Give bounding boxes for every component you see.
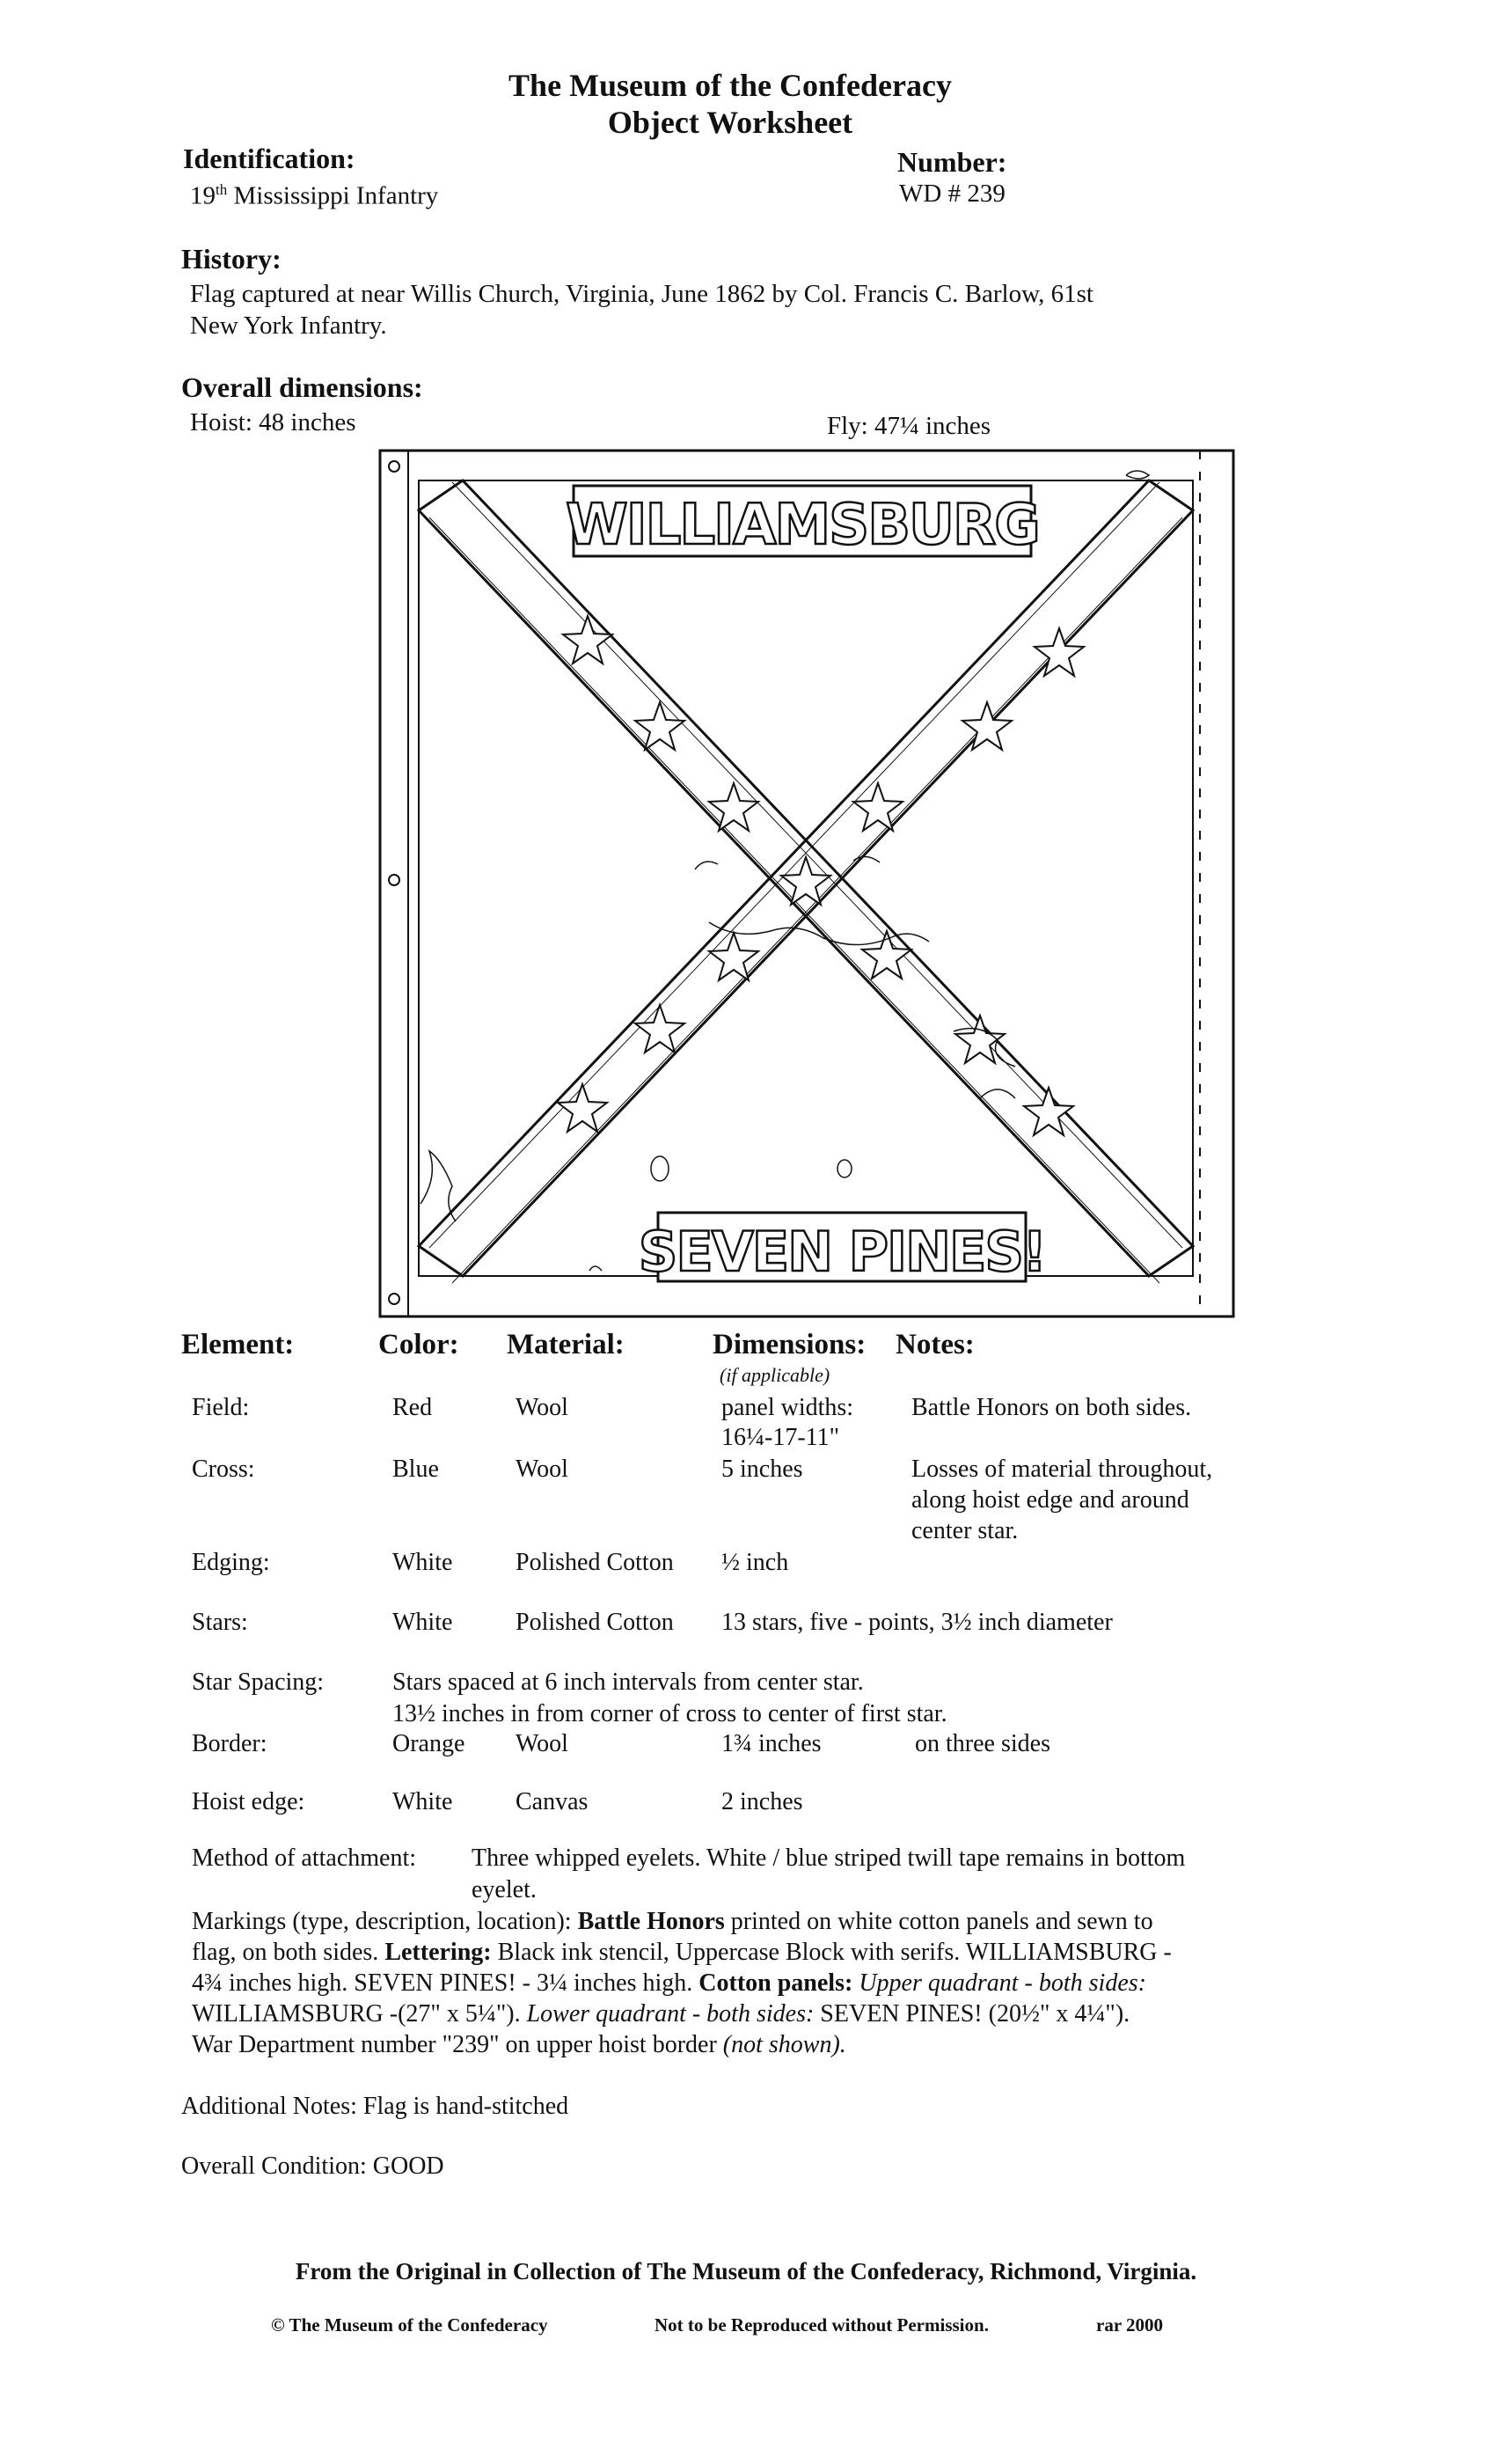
- attachment-line-1: Three whipped eyelets. White / blue striped twill tape remains in bottom: [472, 1844, 1186, 1872]
- cross-notes-3: center star.: [911, 1517, 1019, 1544]
- hoist-edge-element: Hoist edge:: [192, 1788, 305, 1815]
- element-column-header: Element:: [181, 1329, 295, 1360]
- identification-value: 19th Mississippi Infantry: [190, 181, 439, 210]
- markings-line-2: flag, on both sides. Lettering: Black ink stencil, Uppercase Block with serifs. WILLIAMSBURG -: [192, 1939, 1172, 1966]
- edging-material: Polished Cotton: [516, 1549, 674, 1576]
- star-spacing-line-1: Stars spaced at 6 inch intervals from center star.: [392, 1668, 864, 1696]
- star-icon: [1024, 1088, 1073, 1135]
- eyelet-bottom: [389, 1294, 399, 1304]
- star-spacing-element: Star Spacing:: [192, 1668, 325, 1696]
- hoist-edge-color: White: [392, 1788, 453, 1815]
- cross-notes-2: along hoist edge and around: [911, 1486, 1189, 1514]
- seven-pines-honor: SEVEN PINES!: [638, 1220, 1046, 1284]
- overall-condition: Overall Condition: GOOD: [181, 2152, 444, 2180]
- identification-label: Identification:: [183, 143, 355, 174]
- footer-collection-line: From the Original in Collection of The Museum of the Confederacy, Richmond, Virginia.: [295, 2258, 1197, 2284]
- footer-copyright: © The Museum of the Confederacy: [271, 2314, 548, 2336]
- star-icon: [563, 616, 612, 664]
- stars-material: Polished Cotton: [516, 1609, 674, 1636]
- hoist-dimension: Hoist: 48 inches: [190, 408, 356, 436]
- star-icon: [862, 931, 911, 979]
- markings-label: Markings (type, description, location):: [192, 1908, 572, 1935]
- cross-dimensions: 5 inches: [721, 1456, 803, 1483]
- history-label: History:: [181, 243, 282, 275]
- markings-line-5: War Department number "239" on upper hoist border (not shown).: [192, 2031, 846, 2058]
- cross-material: Wool: [516, 1456, 568, 1483]
- dimensions-column-header: Dimensions:: [713, 1329, 867, 1360]
- stars-dimensions: 13 stars, five - points, 3½ inch diameter: [721, 1609, 1113, 1636]
- markings-line-4: WILLIAMSBURG -(27" x 5¼"). Lower quadrant - both sides: SEVEN PINES! (20½" x 4¼").: [192, 2000, 1130, 2028]
- border-color: Orange: [392, 1730, 465, 1757]
- dimensions-label: Overall dimensions:: [181, 371, 423, 403]
- star-spacing-line-2: 13½ inches in from corner of cross to center of first star.: [392, 1700, 947, 1727]
- hoist-edge-dimensions: 2 inches: [721, 1788, 803, 1815]
- edging-element: Edging:: [192, 1549, 270, 1576]
- hoist-edge-material: Canvas: [516, 1788, 589, 1815]
- material-column-header: Material:: [507, 1329, 625, 1360]
- history-line-2: New York Infantry.: [190, 312, 387, 340]
- attachment-line-2: eyelet.: [472, 1876, 537, 1903]
- border-dimensions: 1¾ inches: [721, 1730, 822, 1757]
- attachment-label: Method of attachment:: [192, 1844, 417, 1872]
- battle-honors-label: Battle Honors: [577, 1908, 725, 1935]
- stars-group: [558, 616, 1084, 1135]
- markings-line-3: 4¾ inches high. SEVEN PINES! - 3¼ inches high. Cotton panels: Upper quadrant - both sides:: [192, 1969, 1146, 1997]
- field-dimensions: panel widths:: [721, 1394, 854, 1421]
- border-notes: on three sides: [915, 1730, 1050, 1757]
- footer-initials: rar 2000: [1096, 2314, 1164, 2336]
- border-material: Wool: [516, 1730, 568, 1757]
- star-icon: [635, 702, 684, 750]
- stars-element: Stars:: [192, 1609, 248, 1636]
- field-material: Wool: [516, 1394, 568, 1421]
- edging-dimensions: ½ inch: [721, 1549, 789, 1576]
- eyelet-top: [389, 461, 399, 472]
- williamsburg-honor: WILLIAMSBURG: [566, 493, 1039, 558]
- border-element: Border:: [192, 1730, 267, 1757]
- field-element: Field:: [192, 1394, 250, 1421]
- edging-color: White: [392, 1549, 453, 1576]
- footer-permission: Not to be Reproduced without Permission.: [655, 2314, 989, 2336]
- notes-column-header: Notes:: [896, 1329, 975, 1360]
- number-label: Number:: [897, 146, 1007, 178]
- additional-notes: Additional Notes: Flag is hand-stitched: [181, 2093, 569, 2120]
- history-line-1: Flag captured at near Willis Church, Virginia, June 1862 by Col. Francis C. Barlow, 61st: [190, 280, 1093, 308]
- eyelet-middle: [389, 875, 399, 885]
- cotton-panels-label: Cotton panels:: [698, 1969, 853, 1997]
- color-column-header: Color:: [378, 1329, 459, 1360]
- stars-color: White: [392, 1609, 453, 1636]
- lettering-label: Lettering:: [384, 1939, 492, 1966]
- worksheet-title: The Museum of the Confederacy: [508, 68, 952, 103]
- cross-element: Cross:: [192, 1456, 255, 1483]
- field-color: Red: [392, 1394, 433, 1421]
- cross-notes: Losses of material throughout,: [911, 1456, 1213, 1483]
- material-loss-marks: [421, 471, 1149, 1271]
- cross-color: Blue: [392, 1456, 439, 1483]
- markings-line-1: Markings (type, description, location): Battle Honors printed on white cotton panels and sewn to: [192, 1908, 1153, 1935]
- flag-drawing: [378, 447, 1240, 1320]
- dimensions-subheader: (if applicable): [720, 1364, 830, 1386]
- worksheet-subtitle: Object Worksheet: [607, 105, 853, 140]
- fly-dimension: Fly: 47¼ inches: [827, 412, 991, 440]
- number-value: WD # 239: [899, 180, 1006, 208]
- field-dimensions-2: 16¼-17-11": [721, 1424, 840, 1451]
- field-notes: Battle Honors on both sides.: [911, 1394, 1192, 1421]
